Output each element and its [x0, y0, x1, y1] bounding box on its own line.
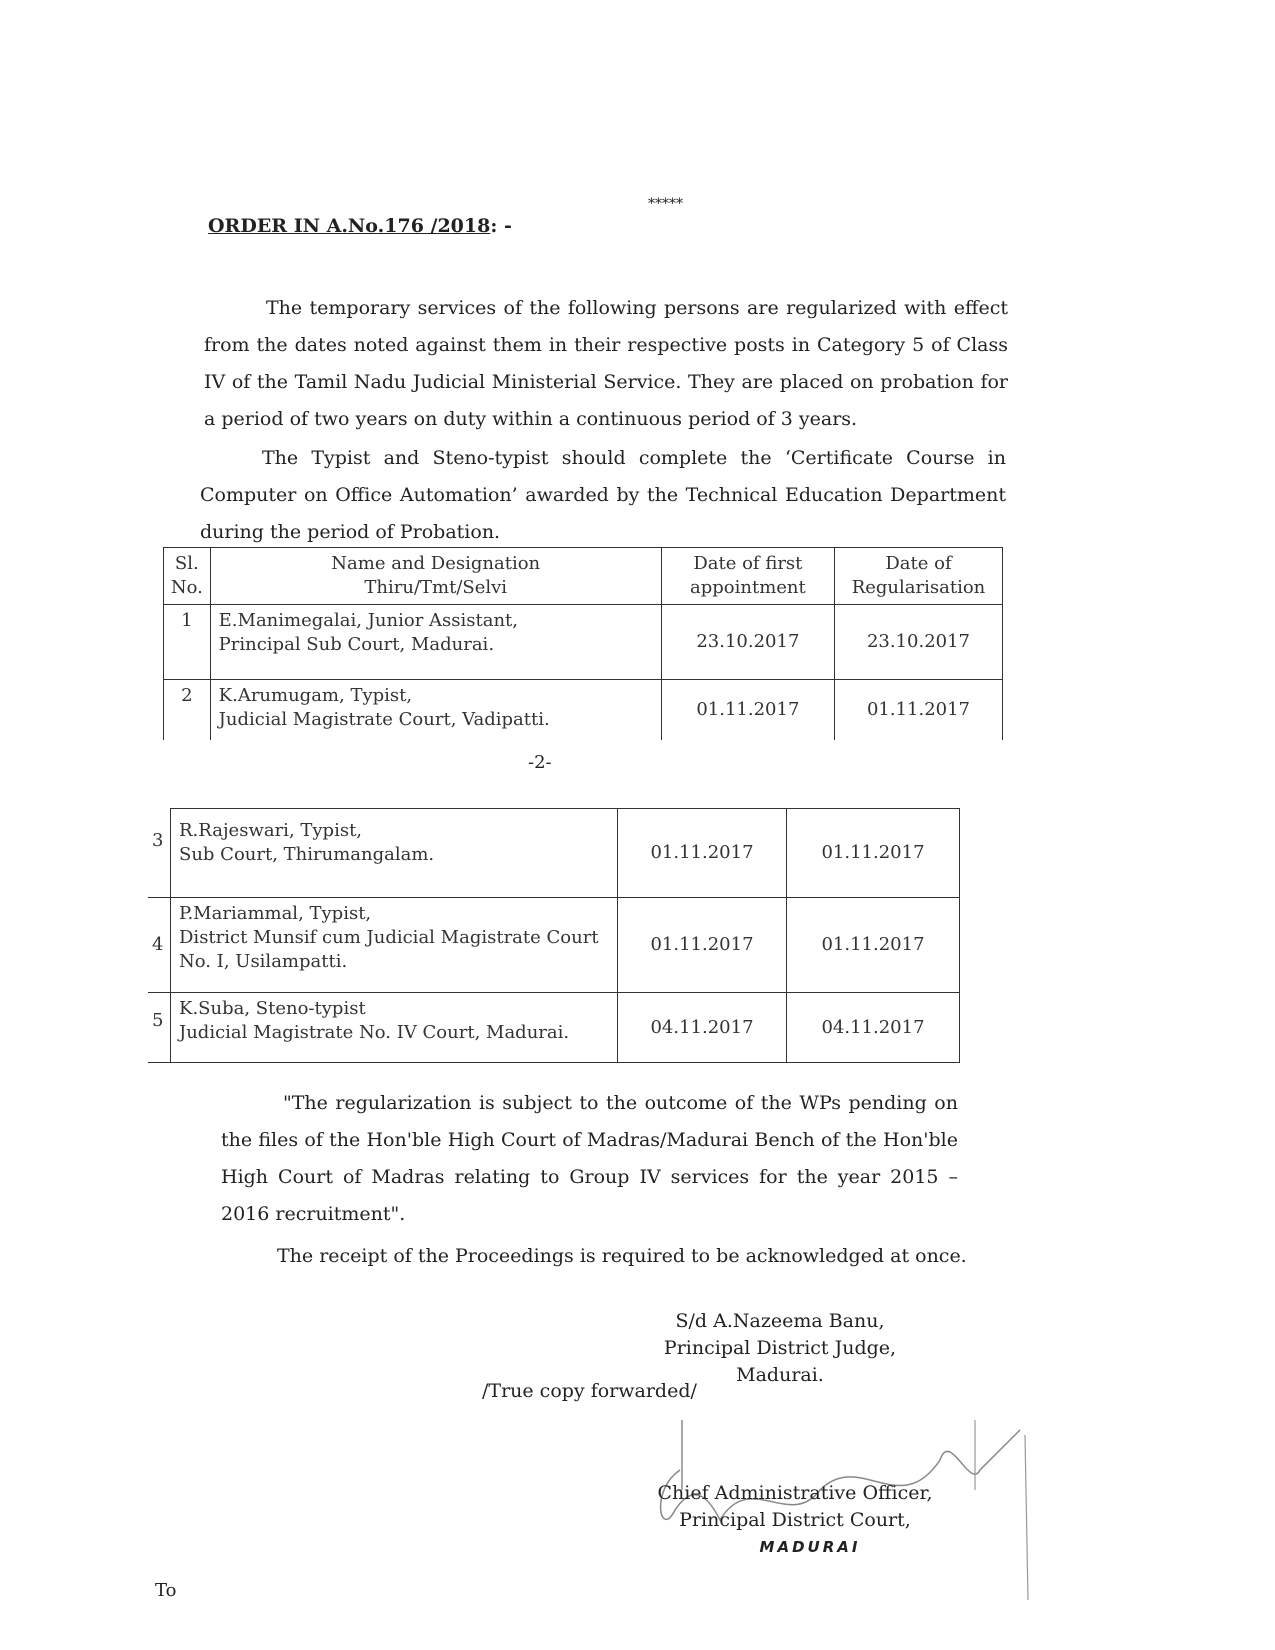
cell-reg: 23.10.2017	[834, 605, 1002, 680]
cell-first: 04.11.2017	[618, 993, 787, 1063]
cell-first: 23.10.2017	[661, 605, 834, 680]
page-number: -2-	[528, 752, 552, 773]
person-place: Principal Sub Court, Madurai.	[218, 634, 495, 655]
header-name	[210, 548, 661, 605]
table-row	[164, 605, 1003, 680]
cell-name	[171, 993, 618, 1063]
stars-separator: *****	[648, 196, 683, 212]
paragraph-regularization	[204, 290, 1008, 438]
cell-name	[210, 680, 661, 740]
order-heading	[208, 215, 512, 237]
paragraph-subject-to	[221, 1085, 958, 1233]
header-first: Date of first appointment	[661, 548, 834, 605]
signatory-place: Madurai.	[736, 1364, 824, 1386]
header-name-sub: Thiru/Tmt/Selvi	[364, 577, 508, 598]
true-copy-note: /True copy forwarded/	[482, 1380, 697, 1402]
paragraph-text: "The regularization is subject to the outcome of the WPs pending on the files of the Hon'ble High Court of Madras/Madurai Bench of the Hon'ble High Court of Madras relating to Group IV services for the year 2015 – 2016 recruitment".	[221, 1092, 958, 1225]
persons-table-part2	[148, 808, 960, 1063]
paragraph-acknowledge: The receipt of the Proceedings is required to be acknowledged at once.	[277, 1245, 967, 1267]
to-label: To	[155, 1580, 177, 1601]
paragraph-certificate	[200, 440, 1006, 551]
person-name: E.Manimegalai, Junior Assistant,	[218, 610, 518, 631]
cell-reg: 01.11.2017	[834, 680, 1002, 740]
header-sl: Sl. No.	[164, 548, 211, 605]
person-place: Judicial Magistrate Court, Vadipatti.	[218, 709, 550, 730]
cell-reg: 01.11.2017	[787, 898, 960, 993]
cell-sl: 1	[164, 605, 211, 680]
person-place: Judicial Magistrate No. IV Court, Madurai.	[179, 1022, 570, 1043]
person-name: P.Mariammal, Typist,	[179, 903, 372, 924]
cell-first: 01.11.2017	[618, 898, 787, 993]
paragraph-text: The Typist and Steno-typist should complete the ‘Certificate Course in Computer on Office Automation’ awarded by the Technical Education Department during the period of Probation.	[200, 447, 1006, 543]
person-place: District Munsif cum Judicial Magistrate Court No. I, Usilampatti.	[179, 927, 599, 972]
cell-sl: 3	[148, 809, 171, 898]
cell-name	[171, 898, 618, 993]
person-name: K.Suba, Steno-typist	[179, 998, 366, 1019]
header-name-text: Name and Designation	[331, 553, 541, 574]
cell-first: 01.11.2017	[618, 809, 787, 898]
signatory-block	[660, 1308, 900, 1389]
signatory-title: Principal District Judge,	[663, 1337, 897, 1359]
persons-table-part1	[163, 547, 1003, 740]
table-row	[148, 809, 960, 898]
table-header-row	[164, 548, 1003, 605]
cell-name	[210, 605, 661, 680]
cell-reg: 04.11.2017	[787, 993, 960, 1063]
officer-court: Principal District Court,	[679, 1509, 911, 1531]
officer-title: Chief Administrative Officer,	[657, 1482, 933, 1504]
officer-stamp: MADURAI	[759, 1538, 861, 1556]
cell-sl: 5	[148, 993, 171, 1063]
cell-reg: 01.11.2017	[787, 809, 960, 898]
cell-sl: 4	[148, 898, 171, 993]
person-place: Sub Court, Thirumangalam.	[179, 844, 435, 865]
table-row	[164, 680, 1003, 740]
cell-first: 01.11.2017	[661, 680, 834, 740]
officer-block	[650, 1480, 940, 1561]
signatory-name: S/d A.Nazeema Banu,	[675, 1310, 885, 1332]
order-heading-suffix: : -	[490, 215, 512, 237]
person-name: K.Arumugam, Typist,	[218, 685, 413, 706]
cell-name	[171, 809, 618, 898]
paragraph-text: The temporary services of the following persons are regularized with effect from the dates noted against them in their respective posts in Category 5 of Class IV of the Tamil Nadu Judicial Ministerial Service. They are placed on probation for a period of two years on duty within a continuous period of 3 years.	[204, 297, 1008, 430]
person-name: R.Rajeswari, Typist,	[179, 820, 363, 841]
table-row	[148, 898, 960, 993]
table-row	[148, 993, 960, 1063]
cell-sl: 2	[164, 680, 211, 740]
order-number: ORDER IN A.No.176 /2018	[208, 215, 491, 237]
header-reg: Date of Regularisation	[834, 548, 1002, 605]
